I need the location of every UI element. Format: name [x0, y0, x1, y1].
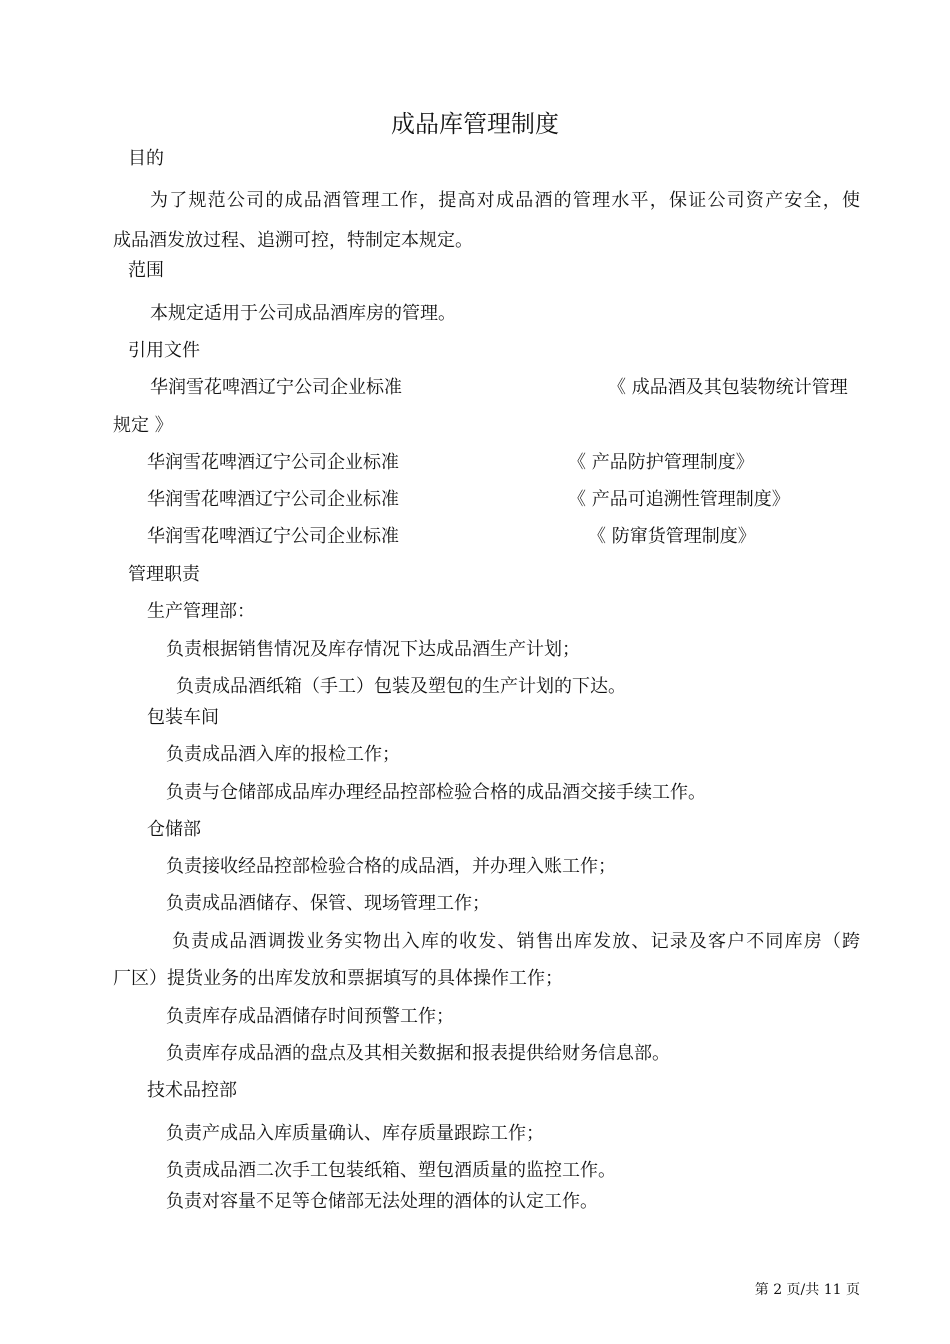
- duty-item: 负责与仓储部成品库办理经品控部检验合格的成品酒交接手续工作。: [166, 782, 706, 803]
- duty-dept-warehouse: 仓储部: [147, 819, 201, 840]
- reference-doc: 《 产品可追溯性管理制度》: [568, 489, 790, 510]
- duty-item-continuation: 厂区）提货业务的出库发放和票据填写的具体操作工作；: [113, 968, 563, 989]
- section-heading-duties: 管理职责: [128, 564, 200, 585]
- reference-doc: 《 产品防护管理制度》: [568, 452, 754, 473]
- reference-doc: 《 防窜货管理制度》: [588, 526, 756, 547]
- section-heading-references: 引用文件: [128, 340, 200, 361]
- purpose-line-2: 成品酒发放过程、追溯可控，特制定本规定。: [113, 230, 473, 251]
- duty-item: 负责成品酒纸箱（手工）包装及塑包的生产计划的下达。: [176, 676, 626, 697]
- reference-org: 华润雪花啤酒辽宁公司企业标准: [147, 489, 399, 510]
- duty-item: 负责成品酒入库的报检工作；: [166, 744, 400, 765]
- duty-item: 负责对容量不足等仓储部无法处理的酒体的认定工作。: [166, 1191, 598, 1212]
- duty-dept-packaging: 包装车间: [147, 707, 219, 728]
- duty-item: 负责成品酒储存、保管、现场管理工作；: [166, 893, 490, 914]
- duty-item: 负责库存成品酒储存时间预警工作；: [166, 1006, 454, 1027]
- purpose-line-1: 为了规范公司的成品酒管理工作，提高对成品酒的管理水平，保证公司资产安全，使: [150, 190, 860, 211]
- reference-org: 华润雪花啤酒辽宁公司企业标准: [150, 377, 402, 398]
- reference-doc: 《 成品酒及其包装物统计管理: [608, 377, 848, 398]
- reference-org: 华润雪花啤酒辽宁公司企业标准: [147, 526, 399, 547]
- reference-doc-continuation: 规定 》: [113, 415, 173, 436]
- duty-item: 负责根据销售情况及库存情况下达成品酒生产计划；: [166, 639, 580, 660]
- duty-item: 负责库存成品酒的盘点及其相关数据和报表提供给财务信息部。: [166, 1043, 670, 1064]
- duty-item: 负责产成品入库质量确认、库存质量跟踪工作；: [166, 1123, 544, 1144]
- page-number: 第 2 页/共 11 页: [754, 1282, 860, 1298]
- section-heading-purpose: 目的: [128, 148, 164, 169]
- duty-dept-qc: 技术品控部: [147, 1080, 237, 1101]
- scope-text: 本规定适用于公司成品酒库房的管理。: [150, 303, 456, 324]
- duty-item: 负责接收经品控部检验合格的成品酒，并办理入账工作；: [166, 856, 616, 877]
- duty-item: 负责成品酒二次手工包装纸箱、塑包酒质量的监控工作。: [166, 1160, 616, 1181]
- document-title: 成品库管理制度: [391, 110, 559, 138]
- duty-dept-production: 生产管理部：: [147, 601, 255, 622]
- section-heading-scope: 范围: [128, 260, 164, 281]
- duty-item: 负责成品酒调拨业务实物出入库的收发、销售出库发放、记录及客户不同库房（跨: [172, 931, 860, 952]
- reference-org: 华润雪花啤酒辽宁公司企业标准: [147, 452, 399, 473]
